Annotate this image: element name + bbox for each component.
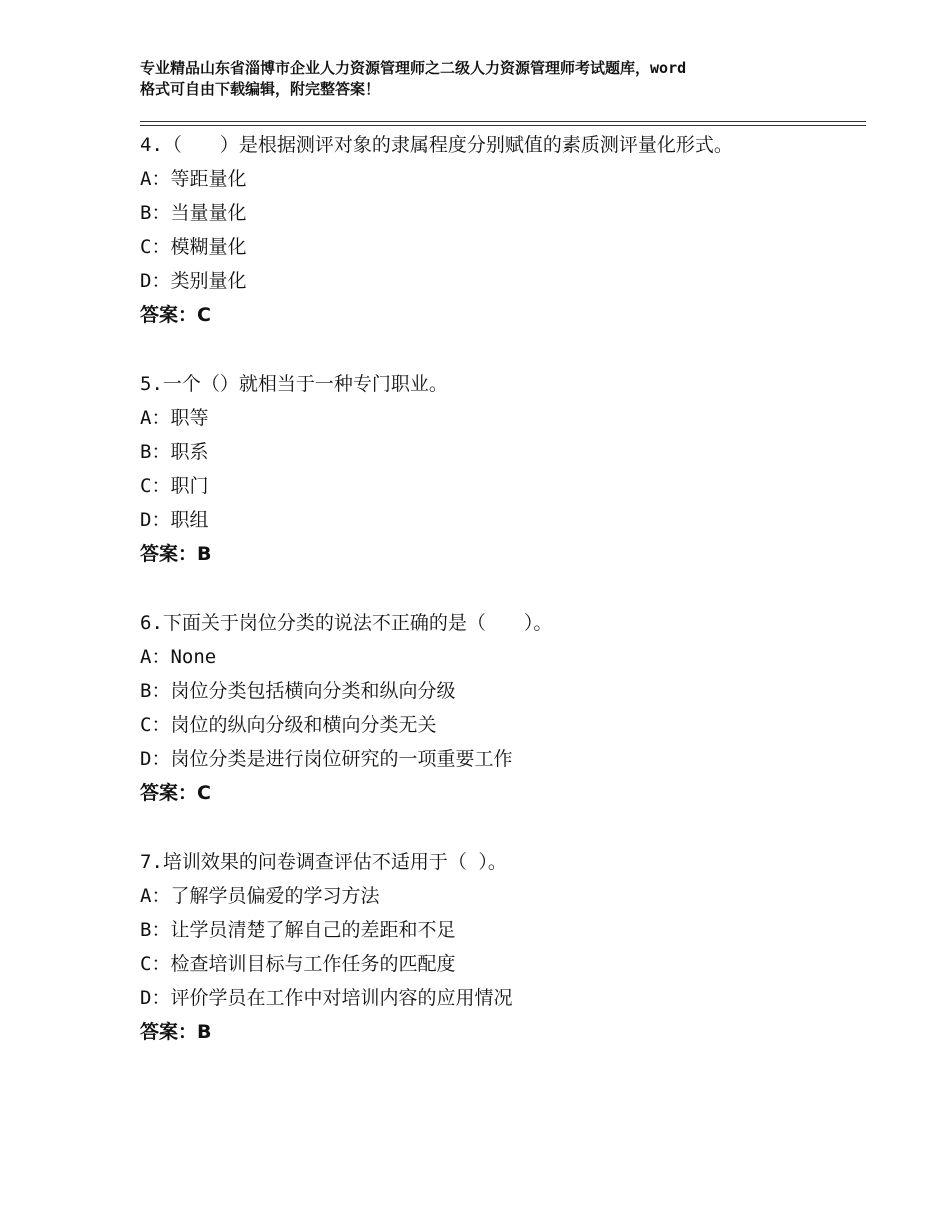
option-a: A：职等 — [140, 407, 209, 429]
question-7 — [140, 845, 840, 1049]
question-4 — [140, 128, 840, 332]
option-c: C：模糊量化 — [140, 236, 247, 258]
option-a: A：None — [140, 646, 217, 668]
option-d: D：评价学员在工作中对培训内容的应用情况 — [140, 987, 513, 1009]
header-line-2: 格式可自由下载编辑，附完整答案！ — [140, 80, 381, 98]
option-c: C：岗位的纵向分级和横向分类无关 — [140, 714, 437, 736]
option-b: B：岗位分类包括横向分类和纵向分级 — [140, 680, 456, 702]
header-divider-bottom — [140, 125, 866, 126]
header-line-1: 专业精品山东省淄博市企业人力资源管理师之二级人力资源管理师考试题库，word — [140, 59, 687, 77]
option-b: B：职系 — [140, 441, 209, 463]
document-header — [140, 58, 840, 100]
option-b: B：当量量化 — [140, 202, 247, 224]
question-stem: 6.下面关于岗位分类的说法不正确的是（ ）。 — [140, 612, 553, 634]
answer-label: 答案：B — [140, 1021, 212, 1043]
option-a: A：了解学员偏爱的学习方法 — [140, 885, 380, 907]
option-c: C：职门 — [140, 475, 209, 497]
question-5 — [140, 367, 840, 571]
option-d: D：职组 — [140, 509, 209, 531]
question-stem: 7.培训效果的问卷调查评估不适用于（ ）。 — [140, 851, 507, 873]
option-b: B：让学员清楚了解自己的差距和不足 — [140, 919, 456, 941]
question-list — [140, 128, 840, 1049]
answer-label: 答案：C — [140, 782, 211, 804]
answer-label: 答案：B — [140, 543, 212, 565]
question-stem: 5.一个（）就相当于一种专门职业。 — [140, 373, 448, 395]
option-d: D：岗位分类是进行岗位研究的一项重要工作 — [140, 748, 513, 770]
option-d: D：类别量化 — [140, 270, 247, 292]
answer-label: 答案：C — [140, 304, 211, 326]
option-c: C：检查培训目标与工作任务的匹配度 — [140, 953, 456, 975]
header-divider-top — [140, 121, 866, 122]
question-6 — [140, 606, 840, 810]
option-a: A：等距量化 — [140, 168, 247, 190]
question-stem: 4.（ ）是根据测评对象的隶属程度分别赋值的素质测评量化形式。 — [140, 134, 733, 156]
